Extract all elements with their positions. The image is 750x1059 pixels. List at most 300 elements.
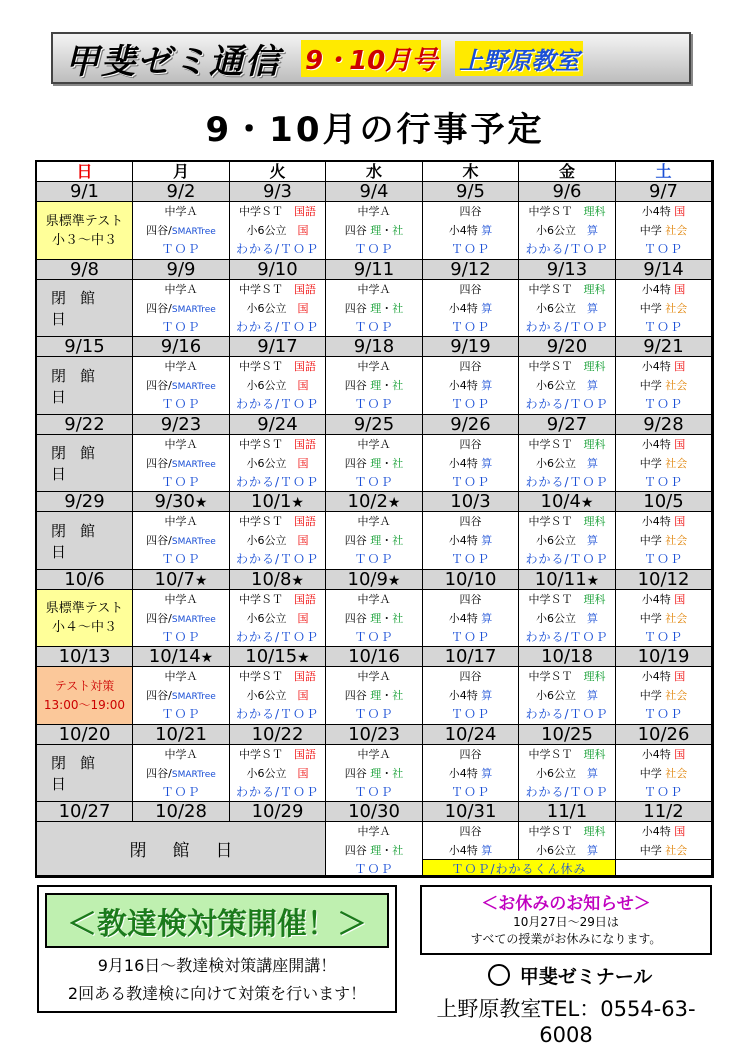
- subject-text: 国: [297, 689, 309, 702]
- day-schedule: [616, 590, 712, 647]
- subject-text: 理: [370, 767, 382, 780]
- class-line: [616, 686, 711, 705]
- date-cell: [326, 182, 423, 202]
- subject-text: 算: [481, 534, 493, 547]
- date-text: 10/5: [643, 492, 684, 512]
- date-text: 10/4: [540, 492, 581, 512]
- class-text: 中学ＳＴ: [528, 748, 573, 761]
- class-text: 小6公立: [536, 767, 576, 780]
- date-cell: 10/28: [133, 802, 230, 822]
- class-line: [519, 299, 615, 318]
- subject-text: 理: [370, 844, 382, 857]
- class-text: 四谷/: [146, 534, 172, 547]
- subject-text: 国: [297, 379, 309, 392]
- newsletter-title: 甲斐ゼミ通信: [65, 41, 281, 82]
- class-text: わかる/: [525, 475, 570, 489]
- class-line: ＴＯＰ: [450, 707, 490, 721]
- date-text: 9/16: [160, 337, 202, 357]
- class-text: わかる/: [525, 785, 570, 799]
- day-schedule: [230, 590, 326, 647]
- subject-text: 社会: [665, 534, 688, 547]
- date-cell: [133, 182, 230, 202]
- class-line: ＴＯＰ: [643, 785, 683, 799]
- day-schedule: [230, 357, 326, 415]
- class-text: 中学: [639, 534, 662, 547]
- class-line: [326, 376, 422, 395]
- day-schedule: [519, 512, 616, 570]
- class-text: 中学: [639, 224, 662, 237]
- class-text: 小4特: [448, 844, 478, 857]
- day-schedule: [133, 435, 230, 492]
- day-schedule: [326, 357, 423, 415]
- class-text: 四谷: [344, 534, 367, 547]
- class-line: 四谷: [459, 438, 482, 451]
- class-line: [423, 454, 518, 473]
- subject-text: 国: [297, 767, 309, 780]
- date-text: 9/25: [353, 415, 395, 435]
- day-schedule: [423, 822, 519, 860]
- class-text: 四谷/: [146, 767, 172, 780]
- date-text: 10/17: [444, 647, 497, 667]
- date-cell: [423, 260, 519, 280]
- class-text: 小6公立: [536, 612, 576, 625]
- star-icon: ★: [291, 573, 304, 589]
- class-text: ・: [381, 302, 393, 315]
- subject-text: 算: [481, 457, 493, 470]
- class-text: ＴＯＰ: [569, 320, 609, 334]
- class-text: 小4特: [448, 224, 478, 237]
- class-line: [230, 667, 325, 686]
- class-line: ＴＯＰ: [643, 320, 683, 334]
- class-line: [230, 512, 325, 531]
- subject-text: 国: [297, 534, 309, 547]
- subject-text: 社会: [665, 302, 688, 315]
- subject-text: 算: [481, 767, 493, 780]
- class-line: [133, 609, 229, 628]
- date-cell: [326, 725, 423, 745]
- day-schedule: [519, 822, 616, 860]
- date-cell: [326, 260, 423, 280]
- class-text: 中学ＳＴ: [239, 438, 283, 451]
- subject-text: 国: [297, 612, 309, 625]
- class-line: ＴＯＰ: [450, 320, 490, 334]
- subject-text: 社: [392, 302, 404, 315]
- date-cell: [616, 337, 712, 357]
- class-line: [133, 221, 229, 240]
- date-cell: [133, 725, 230, 745]
- date-cell: 10/27: [37, 802, 133, 822]
- subject-text: 理科: [583, 438, 606, 451]
- class-text: 小4特: [448, 689, 478, 702]
- class-line: [326, 454, 422, 473]
- class-line: ＴＯＰ: [354, 862, 394, 876]
- class-line: [519, 512, 615, 531]
- class-line: [326, 299, 422, 318]
- exam-notice-title: ＜教達検対策開催！＞: [45, 893, 389, 948]
- date-cell: [37, 492, 133, 512]
- class-text: 小4特: [641, 360, 671, 373]
- class-line: [133, 764, 229, 783]
- class-text: わかる/: [525, 707, 570, 721]
- date-text: 9/12: [450, 260, 491, 280]
- date-cell: [423, 570, 519, 590]
- class-line: [230, 240, 325, 259]
- class-line: 四谷: [459, 360, 482, 373]
- date-cell: [230, 337, 326, 357]
- weekday-header: 水: [326, 162, 423, 182]
- class-line: ＴＯＰ: [354, 320, 394, 334]
- class-line: [133, 376, 229, 395]
- subject-text: 国: [297, 457, 309, 470]
- class-line: [616, 512, 711, 531]
- class-line: [423, 531, 518, 550]
- day-schedule: [423, 512, 519, 570]
- date-cell: [519, 647, 616, 667]
- class-line: [230, 280, 325, 299]
- date-text: 10/23: [348, 725, 400, 745]
- class-text: 中学ＳＴ: [528, 283, 573, 296]
- class-text: SMARTree: [171, 305, 216, 315]
- class-line: 四谷: [459, 515, 482, 528]
- class-text: 中学ＳＴ: [528, 825, 573, 838]
- class-text: 小6公立: [246, 457, 287, 470]
- subject-text: 算: [587, 302, 598, 315]
- class-text: 四谷: [344, 612, 367, 625]
- holiday-notice-box: [420, 885, 712, 955]
- subject-text: 社: [392, 612, 404, 625]
- event-line: 13:00〜19:00: [43, 697, 126, 712]
- date-cell: [423, 725, 519, 745]
- class-line: [133, 686, 229, 705]
- date-cell: 11/1: [519, 802, 616, 822]
- class-line: 四谷: [459, 748, 482, 761]
- class-line: [616, 202, 711, 221]
- subject-text: 国: [674, 748, 686, 761]
- class-line: ＴＯＰ: [161, 475, 201, 489]
- class-text: わかる/: [235, 785, 281, 799]
- class-line: 中学Ａ: [164, 360, 198, 373]
- star-icon: ★: [194, 573, 208, 589]
- closed-day: 閉館日: [37, 357, 133, 415]
- date-text: 9/13: [546, 260, 588, 280]
- star-icon: ★: [387, 495, 401, 511]
- date-cell: [519, 415, 616, 435]
- class-line: [230, 221, 325, 240]
- class-line: [326, 609, 422, 628]
- date-cell: [133, 570, 230, 590]
- day-schedule: [519, 667, 616, 725]
- closed-day: 閉館日: [37, 822, 326, 876]
- school-name: 甲斐ゼミナール: [519, 965, 653, 988]
- subject-text: 理科: [583, 205, 606, 218]
- class-text: 中学ＳＴ: [528, 360, 573, 373]
- class-line: ＴＯＰ: [161, 320, 201, 334]
- class-text: 小6公立: [246, 302, 287, 315]
- date-text: 10/12: [637, 570, 690, 590]
- class-text: 小6公立: [246, 612, 287, 625]
- date-cell: [616, 725, 712, 745]
- date-text: 9/3: [263, 182, 292, 202]
- star-icon: ★: [200, 650, 214, 666]
- class-text: ＴＯＰ: [569, 242, 609, 256]
- class-line: 中学Ａ: [357, 360, 391, 373]
- class-line: [230, 783, 325, 802]
- class-line: [230, 686, 325, 705]
- date-cell: [326, 570, 423, 590]
- class-line: [230, 745, 325, 764]
- day-schedule: [616, 512, 712, 570]
- thu-fri-note: ＴＯＰ/わかるくん休み: [423, 860, 616, 876]
- subject-text: 算: [587, 767, 598, 780]
- date-text: 9/8: [70, 260, 99, 280]
- class-line: ＴＯＰ: [643, 707, 683, 721]
- class-text: 小4特: [641, 205, 671, 218]
- class-line: ＴＯＰ: [354, 475, 394, 489]
- class-text: わかる/: [525, 397, 570, 411]
- date-text: 10/7: [154, 570, 195, 590]
- weekday-header: 木: [423, 162, 519, 182]
- day-schedule: [519, 590, 616, 647]
- subject-text: 国: [674, 593, 686, 606]
- class-line: [230, 376, 325, 395]
- date-text: 10/9: [347, 570, 388, 590]
- subject-text: 社: [392, 224, 404, 237]
- class-text: 四谷: [344, 844, 367, 857]
- class-line: ＴＯＰ: [354, 630, 394, 644]
- day-schedule: [326, 280, 423, 337]
- holiday-notice-line1: 10月27日〜29日は: [513, 915, 619, 929]
- star-icon: ★: [586, 573, 600, 589]
- subject-text: 理科: [583, 670, 606, 683]
- date-cell: 10/31: [423, 802, 519, 822]
- event-line: 県標準テスト: [45, 213, 124, 229]
- class-text: 四谷: [344, 379, 367, 392]
- class-text: SMARTree: [171, 227, 216, 237]
- class-text: 小4特: [448, 457, 478, 470]
- class-text: 中学: [639, 457, 662, 470]
- class-line: [423, 221, 518, 240]
- class-text: ＴＯＰ: [280, 320, 320, 334]
- day-schedule: [423, 590, 519, 647]
- date-text: 9/20: [546, 337, 588, 357]
- school-logo: [440, 962, 700, 988]
- class-text: 小4特: [641, 748, 671, 761]
- class-text: 小6公立: [536, 844, 576, 857]
- class-text: 中学: [639, 302, 662, 315]
- date-cell: [230, 182, 326, 202]
- sunday-event: [37, 202, 133, 260]
- class-line: 中学Ａ: [357, 748, 391, 761]
- day-schedule: [616, 280, 712, 337]
- class-line: ＴＯＰ: [161, 397, 201, 411]
- class-line: [519, 531, 615, 550]
- class-line: ＴＯＰ: [161, 242, 201, 256]
- date-text: 10/20: [58, 725, 111, 745]
- class-text: 中学ＳＴ: [528, 438, 573, 451]
- class-text: 四谷: [344, 457, 367, 470]
- subject-text: 理科: [583, 283, 606, 296]
- subject-text: 算: [587, 612, 598, 625]
- class-line: [230, 454, 325, 473]
- subject-text: 国: [674, 670, 686, 683]
- class-text: わかる/: [235, 707, 281, 721]
- subject-text: 算: [481, 612, 493, 625]
- class-line: [423, 609, 518, 628]
- subject-text: 算: [587, 689, 598, 702]
- closed-day: 閉館日: [37, 745, 133, 802]
- subject-text: 社: [392, 767, 404, 780]
- class-line: ＴＯＰ: [354, 397, 394, 411]
- class-line: [326, 221, 422, 240]
- subject-text: 国: [297, 224, 309, 237]
- class-line: [519, 590, 615, 609]
- date-cell: [37, 182, 133, 202]
- subject-text: 理科: [583, 593, 606, 606]
- class-line: [326, 841, 422, 860]
- class-text: 中学: [639, 612, 662, 625]
- class-line: [519, 221, 615, 240]
- date-text: 10/2: [347, 492, 388, 512]
- class-line: [616, 357, 711, 376]
- date-cell: [37, 570, 133, 590]
- class-text: ＴＯＰ: [280, 630, 320, 644]
- date-text: 9/27: [546, 415, 588, 435]
- date-text: 10/8: [251, 570, 292, 590]
- date-cell: [423, 647, 519, 667]
- holiday-notice-line2: すべての授業がお休みになります。: [470, 932, 662, 946]
- class-line: [616, 531, 711, 550]
- date-cell: [230, 492, 326, 512]
- class-line: ＴＯＰ: [643, 630, 683, 644]
- day-schedule: [326, 590, 423, 647]
- day-schedule: [616, 357, 712, 415]
- date-text: 9/6: [552, 182, 582, 202]
- class-line: ＴＯＰ: [450, 397, 490, 411]
- class-line: [423, 764, 518, 783]
- class-text: わかる/: [525, 320, 570, 334]
- class-text: わかる/: [525, 552, 570, 566]
- class-text: 小6公立: [536, 224, 576, 237]
- class-line: 中学Ａ: [357, 825, 391, 838]
- class-line: [230, 395, 325, 414]
- star-icon: ★: [580, 495, 594, 511]
- date-text: 10/22: [251, 725, 304, 745]
- contact-phone: 上野原教室TEL：0554-63-6008: [436, 997, 696, 1047]
- subject-text: 算: [587, 457, 598, 470]
- class-line: [616, 841, 711, 860]
- day-schedule: [133, 667, 230, 725]
- issue-label: 9・10月号: [301, 40, 441, 77]
- class-line: [519, 783, 615, 802]
- class-text: 小6公立: [246, 379, 287, 392]
- class-text: 中学ＳＴ: [239, 670, 283, 683]
- day-schedule: [519, 202, 616, 260]
- subject-text: 理科: [583, 748, 606, 761]
- class-line: [133, 454, 229, 473]
- star-icon: ★: [291, 495, 304, 511]
- subject-text: 国語: [294, 515, 316, 528]
- day-schedule: [133, 512, 230, 570]
- day-schedule: [616, 667, 712, 725]
- class-line: [616, 590, 711, 609]
- class-text: ＴＯＰ: [280, 397, 320, 411]
- subject-text: 社会: [665, 612, 688, 625]
- date-cell: [37, 647, 133, 667]
- class-text: 四谷: [344, 767, 367, 780]
- date-text: 10/15: [245, 647, 298, 667]
- date-cell: [616, 415, 712, 435]
- class-line: [230, 202, 325, 221]
- closed-day: 閉館日: [37, 512, 133, 570]
- subject-text: 社会: [665, 689, 688, 702]
- class-text: 四谷/: [146, 302, 172, 315]
- class-line: ＴＯＰ: [643, 475, 683, 489]
- class-line: [326, 531, 422, 550]
- day-schedule: [230, 667, 326, 725]
- date-cell: [37, 415, 133, 435]
- class-text: ＴＯＰ: [280, 552, 320, 566]
- class-line: 中学Ａ: [357, 205, 391, 218]
- class-line: [519, 609, 615, 628]
- class-line: ＴＯＰ: [450, 475, 490, 489]
- date-cell: [133, 647, 230, 667]
- class-text: わかる/: [235, 552, 281, 566]
- class-line: [230, 590, 325, 609]
- class-text: 小4特: [448, 767, 478, 780]
- class-line: [519, 550, 615, 569]
- class-text: 中学ＳＴ: [239, 748, 283, 761]
- class-text: 小4特: [641, 825, 671, 838]
- day-schedule: [519, 280, 616, 337]
- subject-text: 国語: [294, 438, 316, 451]
- day-schedule: [326, 745, 423, 802]
- weekday-header: 土: [616, 162, 712, 182]
- class-line: 中学Ａ: [357, 283, 391, 296]
- subject-text: 国語: [294, 670, 316, 683]
- day-schedule: [423, 667, 519, 725]
- class-text: 小6公立: [536, 457, 576, 470]
- class-text: ・: [381, 612, 393, 625]
- class-text: 四谷/: [146, 224, 172, 237]
- class-text: 中学ＳＴ: [239, 593, 283, 606]
- class-line: [519, 318, 615, 337]
- class-text: SMARTree: [171, 537, 216, 547]
- date-cell: [423, 337, 519, 357]
- date-cell: [326, 415, 423, 435]
- star-icon: ★: [297, 650, 310, 666]
- date-cell: [326, 647, 423, 667]
- day-schedule: [519, 435, 616, 492]
- class-line: [616, 221, 711, 240]
- class-text: ＴＯＰ: [569, 785, 609, 799]
- header-banner: [51, 32, 691, 84]
- subject-text: 国: [674, 205, 686, 218]
- class-line: 四谷: [459, 825, 482, 838]
- class-text: 小6公立: [536, 379, 576, 392]
- date-cell: [230, 415, 326, 435]
- class-text: 小4特: [448, 302, 478, 315]
- subject-text: 理: [370, 224, 382, 237]
- class-text: わかる/: [235, 320, 281, 334]
- class-line: ＴＯＰ: [161, 707, 201, 721]
- date-text: 9/14: [643, 260, 684, 280]
- class-text: 中学ＳＴ: [239, 205, 283, 218]
- class-line: [230, 550, 325, 569]
- day-schedule: [616, 822, 712, 860]
- closed-day: 閉館日: [37, 435, 133, 492]
- class-text: 小4特: [641, 283, 671, 296]
- class-text: 中学ＳＴ: [528, 593, 573, 606]
